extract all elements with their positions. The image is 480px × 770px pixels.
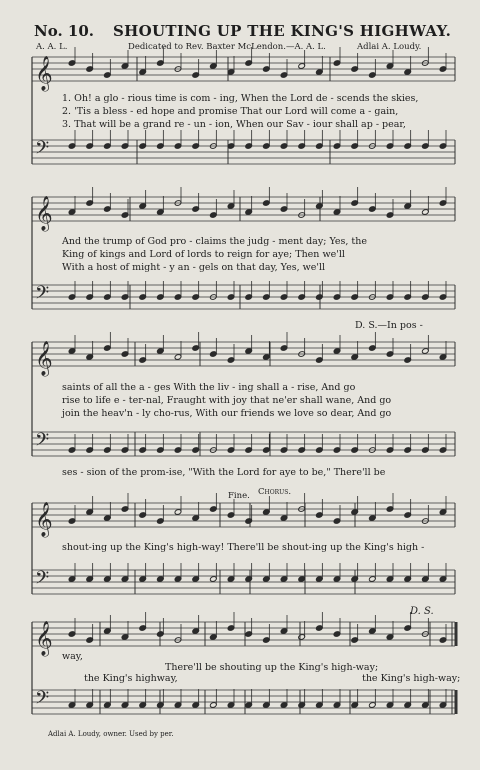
svg-text:𝄞: 𝄞 (35, 56, 53, 91)
ds-lyric: D. S.—In pos - (355, 320, 423, 331)
verse-3-line-2: With a host of might - y an - gels on that day, Yes, we'll (62, 262, 326, 273)
chorus-marking: Chorus. (258, 487, 292, 497)
verse-1-line-2: And the trump of God pro - claims the judg - ment day; Yes, the (62, 236, 367, 247)
svg-text:𝄢: 𝄢 (35, 138, 50, 163)
verse-3-line-1: 3. That will be a grand re - un - ion, When our Sav - iour shall ap - pear, (62, 119, 406, 130)
svg-text:𝄞: 𝄞 (35, 502, 53, 537)
svg-text:𝄞: 𝄞 (35, 341, 53, 376)
words-credit: A. A. L. (36, 42, 68, 52)
chorus-bass-line-1: the King's highway, (84, 673, 178, 684)
copyright-footer: Adlai A. Loudy, owner. Used by per. (48, 730, 174, 738)
chorus-treble-line-2: There'll be shouting up the King's high-way; (165, 662, 379, 673)
fine-marking: Fine. (228, 491, 250, 501)
dedication: Dedicated to Rev. Baxter McLendon.—A. A. L. (128, 42, 326, 52)
ds-marking: D. S. (410, 606, 434, 617)
svg-text:𝄢: 𝄢 (35, 688, 50, 713)
chorus-line-1: shout-ing up the King's high-way! There'll be shout-ing up the King's high - (62, 542, 425, 553)
chorus-treble-line-1: way, (62, 651, 83, 662)
verse-2-line-1: 2. 'Tis a bless - ed hope and promise That our Lord will come a - gain, (62, 106, 399, 117)
svg-text:𝄢: 𝄢 (35, 430, 50, 455)
verse-3-line-3: join the heav'n - ly cho-rus, With our friends we love so dear, And go (62, 408, 392, 419)
verse-1-line-1: 1. Oh! a glo - rious time is com - ing, When the Lord de - scends the skies, (62, 93, 419, 104)
verse-2-line-3: rise to life e - ter-nal, Fraught with joy that ne'er shall wane, And go (62, 395, 392, 406)
svg-text:𝄞: 𝄞 (35, 621, 53, 656)
svg-text:𝄢: 𝄢 (35, 283, 50, 308)
hymn-title: SHOUTING UP THE KING'S HIGHWAY. (113, 22, 452, 40)
hymn-number: No. 10. (34, 22, 94, 40)
ds-lyric-continuation: ses - sion of the prom-ise, "With the Lord for aye to be," There'll be (62, 467, 386, 478)
svg-text:𝄢: 𝄢 (35, 568, 50, 593)
verse-1-line-3: saints of all the a - ges With the liv - ing shall a - rise, And go (62, 382, 356, 393)
composer-credit: Adlai A. Loudy. (357, 42, 422, 52)
chorus-bass-line-2: the King's high-way; (362, 673, 461, 684)
verse-2-line-2: King of kings and Lord of lords to reign for aye; Then we'll (62, 249, 345, 260)
svg-text:𝄞: 𝄞 (35, 196, 53, 231)
